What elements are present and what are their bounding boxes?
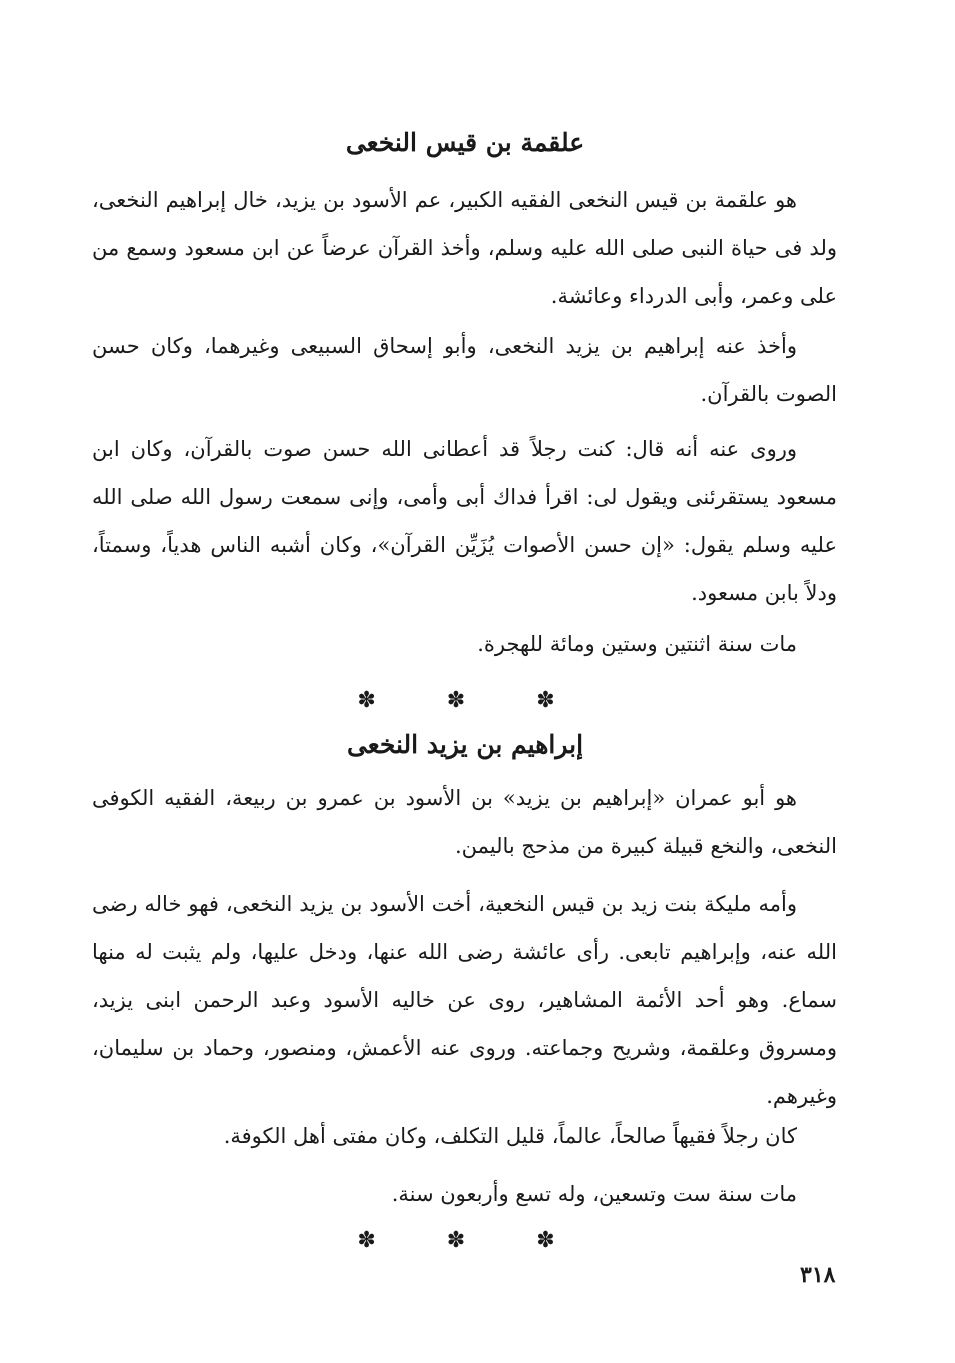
- paragraph: كان رجلاً فقيهاً صالحاً، عالماً، قليل التكلف، وكان مفتى أهل الكوفة.: [223, 1124, 797, 1148]
- asterism-icon: ✽: [536, 688, 573, 713]
- asterism-icon: ✽: [536, 1228, 573, 1253]
- asterism-icon: ✽: [357, 688, 394, 713]
- asterism-icon: ✽: [446, 688, 484, 713]
- asterism-icon: ✽: [357, 1228, 394, 1253]
- page-number: ٣١٨: [800, 1262, 836, 1288]
- paragraph: هو علقمة بن قيس النخعى الفقيه الكبير، عم الأسود بن يزيد، خال إبراهيم النخعى، ولد فى حياة النبى صلى الله عليه وسلم، وأخذ القرآن عرضاً عن ابن مسعود وسمع من على وعمر، وأبى الدرداء وعائشة.: [92, 188, 837, 308]
- section-title-ibrahim: إبراهيم بن يزيد النخعى: [346, 730, 584, 759]
- paragraph: وروى عنه أنه قال: كنت رجلاً قد أعطانى الله حسن صوت بالقرآن، وكان ابن مسعود يستقرئنى ويقول لى: اقرأ فداك أبى وأمى، وإنى سمعت رسول الله صلى الله عليه وسلم يقول: «إن حسن الأصوات يُزَيِّن القرآن»، وكان أشبه الناس هدياً، وسمتاً، ودلاً بابن مسعود.: [92, 437, 837, 605]
- paragraph: مات سنة اثنتين وستين ومائة للهجرة.: [477, 632, 797, 656]
- section-separator: [0, 1228, 930, 1253]
- paragraph: وأمه مليكة بنت زيد بن قيس النخعية، أخت الأسود بن يزيد النخعى، فهو خاله رضى الله عنه، وإبراهيم تابعى. رأى عائشة رضى الله عنها، ودخل عليها، ولم يثبت له منها سماع. وهو أحد الأئمة المشاهير، روى عن خاليه الأسود وعبد الرحمن ابنى يزيد، ومسروق وعلقمة، وشريح وجماعته. وروى عنه الأعمش، ومنصور، وحماد بن سليمان، وغيرهم.: [92, 892, 837, 1108]
- paragraph: مات سنة ست وتسعين، وله تسع وأربعون سنة.: [391, 1182, 797, 1206]
- section-title-alqama: علقمة بن قيس النخعى: [345, 128, 585, 157]
- paragraph: هو أبو عمران «إبراهيم بن يزيد» بن الأسود بن عمرو بن ربيعة، الفقيه الكوفى النخعى، والنخع قبيلة كبيرة من مذحج باليمن.: [92, 786, 837, 858]
- section-separator: [0, 688, 930, 713]
- asterism-icon: ✽: [446, 1228, 484, 1253]
- paragraph: وأخذ عنه إبراهيم بن يزيد النخعى، وأبو إسحاق السبيعى وغيرهما، وكان حسن الصوت بالقرآن.: [92, 334, 837, 406]
